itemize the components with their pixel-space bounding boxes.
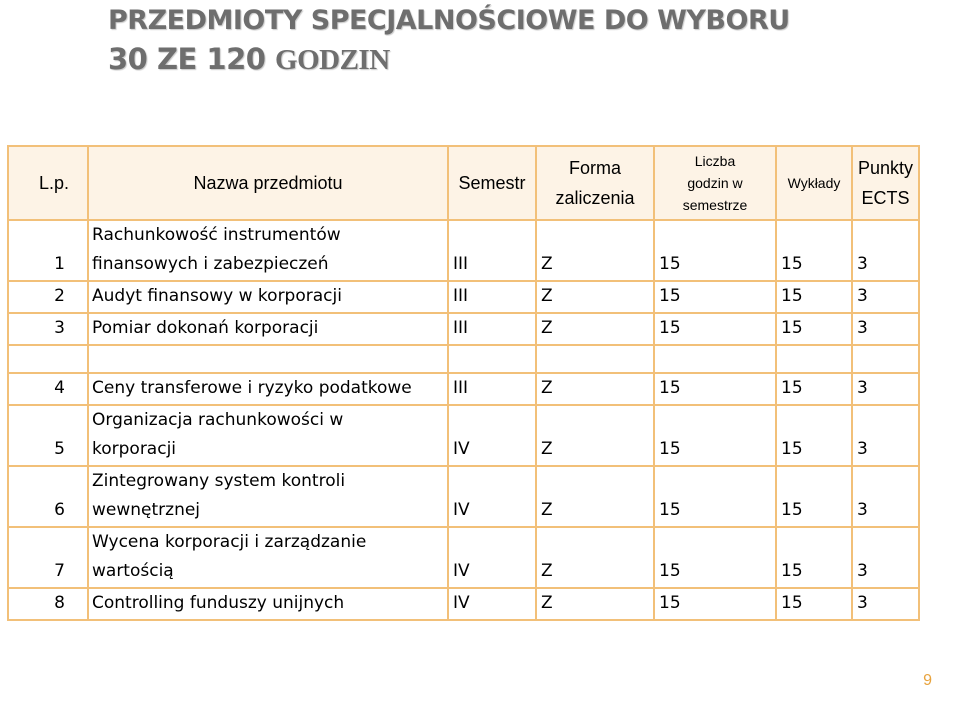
row-lectures: 15 — [776, 466, 852, 527]
row-hours: 15 — [654, 466, 776, 527]
row-hours: 15 — [654, 220, 776, 281]
header-lectures: Wykłady — [776, 146, 852, 220]
row-form: Z — [536, 373, 654, 405]
row-form: Z — [536, 405, 654, 466]
row-semester: III — [448, 373, 536, 405]
row-subject-name — [88, 466, 448, 527]
row-lectures: 15 — [776, 281, 852, 313]
row-lp: 5 — [8, 405, 88, 466]
row-semester: IV — [448, 405, 536, 466]
table-row — [8, 405, 919, 466]
slide-title — [108, 2, 790, 79]
row-subject-name — [88, 345, 448, 373]
table-row-empty — [8, 345, 919, 373]
subject-name-line1: Organizacja rachunkowości w — [92, 410, 344, 430]
row-subject-name: Ceny transferowe i ryzyko podatkowe — [88, 373, 448, 405]
row-hours: 15 — [654, 373, 776, 405]
row-lp: 8 — [8, 588, 88, 620]
row-lp — [8, 345, 88, 373]
subject-name-line1: Zintegrowany system kontroli — [92, 471, 346, 491]
table-row — [8, 588, 919, 620]
table-row — [8, 313, 919, 345]
row-lp: 6 — [8, 466, 88, 527]
row-form: Z — [536, 281, 654, 313]
row-semester — [448, 345, 536, 373]
subject-name-line2: wartością — [92, 561, 174, 581]
subject-name-line1: Rachunkowość instrumentów — [92, 225, 341, 245]
row-lp: 1 — [8, 220, 88, 281]
row-lectures: 15 — [776, 220, 852, 281]
table-row — [8, 373, 919, 405]
row-subject-name — [88, 527, 448, 588]
subject-name-line2: korporacji — [92, 439, 177, 459]
row-hours: 15 — [654, 588, 776, 620]
row-lp: 7 — [8, 527, 88, 588]
table-row — [8, 527, 919, 588]
row-form — [536, 345, 654, 373]
row-ects: 3 — [852, 313, 919, 345]
title-line-2-word: GODZIN — [275, 44, 390, 76]
header-ects-line2: ECTS — [861, 188, 910, 208]
row-hours: 15 — [654, 405, 776, 466]
row-lp: 3 — [8, 313, 88, 345]
table-row — [8, 220, 919, 281]
row-subject-name — [88, 220, 448, 281]
page-number: 9 — [923, 672, 932, 689]
row-ects: 3 — [852, 466, 919, 527]
row-ects: 3 — [852, 527, 919, 588]
row-lectures: 15 — [776, 313, 852, 345]
header-form-line1: Forma — [568, 158, 621, 178]
row-ects — [852, 345, 919, 373]
subject-name-line2: finansowych i zabezpieczeń — [92, 254, 329, 274]
header-form — [536, 146, 654, 220]
row-ects: 3 — [852, 220, 919, 281]
row-lp: 4 — [8, 373, 88, 405]
row-semester: IV — [448, 527, 536, 588]
row-form: Z — [536, 220, 654, 281]
header-subject-name: Nazwa przedmiotu — [88, 146, 448, 220]
row-subject-name: Controlling funduszy unijnych — [88, 588, 448, 620]
table-row — [8, 281, 919, 313]
row-lectures: 15 — [776, 405, 852, 466]
row-ects: 3 — [852, 373, 919, 405]
row-lectures — [776, 345, 852, 373]
row-ects: 3 — [852, 281, 919, 313]
row-semester: IV — [448, 588, 536, 620]
row-lectures: 15 — [776, 373, 852, 405]
row-lectures: 15 — [776, 588, 852, 620]
row-hours: 15 — [654, 281, 776, 313]
header-ects-line1: Punkty — [857, 158, 914, 178]
header-lp: L.p. — [8, 146, 88, 220]
title-line-2-number: 30 ZE 120 — [108, 42, 276, 76]
row-form: Z — [536, 527, 654, 588]
row-hours: 15 — [654, 313, 776, 345]
row-subject-name: Audyt finansowy w korporacji — [88, 281, 448, 313]
subjects-table — [7, 145, 920, 621]
row-ects: 3 — [852, 405, 919, 466]
row-subject-name — [88, 405, 448, 466]
subject-name-line2: wewnętrznej — [92, 500, 201, 520]
title-line-2 — [108, 40, 790, 79]
row-form: Z — [536, 313, 654, 345]
row-form: Z — [536, 466, 654, 527]
row-semester: IV — [448, 466, 536, 527]
row-subject-name: Pomiar dokonań korporacji — [88, 313, 448, 345]
title-line-1: PRZEDMIOTY SPECJALNOŚCIOWE DO WYBORU — [108, 5, 790, 36]
row-form: Z — [536, 588, 654, 620]
header-hours-line1: Liczba — [694, 153, 736, 169]
row-semester: III — [448, 313, 536, 345]
row-lectures: 15 — [776, 527, 852, 588]
row-hours: 15 — [654, 527, 776, 588]
header-hours — [654, 146, 776, 220]
header-hours-line3: semestrze — [682, 197, 748, 213]
header-hours-line2: godzin w — [687, 175, 743, 191]
header-form-line2: zaliczenia — [555, 188, 635, 208]
row-ects: 3 — [852, 588, 919, 620]
row-semester: III — [448, 281, 536, 313]
row-semester: III — [448, 220, 536, 281]
row-lp: 2 — [8, 281, 88, 313]
table-header-row — [8, 146, 919, 220]
header-ects — [852, 146, 919, 220]
table-row — [8, 466, 919, 527]
subject-name-line1: Wycena korporacji i zarządzanie — [92, 532, 367, 552]
header-semester: Semestr — [448, 146, 536, 220]
row-hours — [654, 345, 776, 373]
